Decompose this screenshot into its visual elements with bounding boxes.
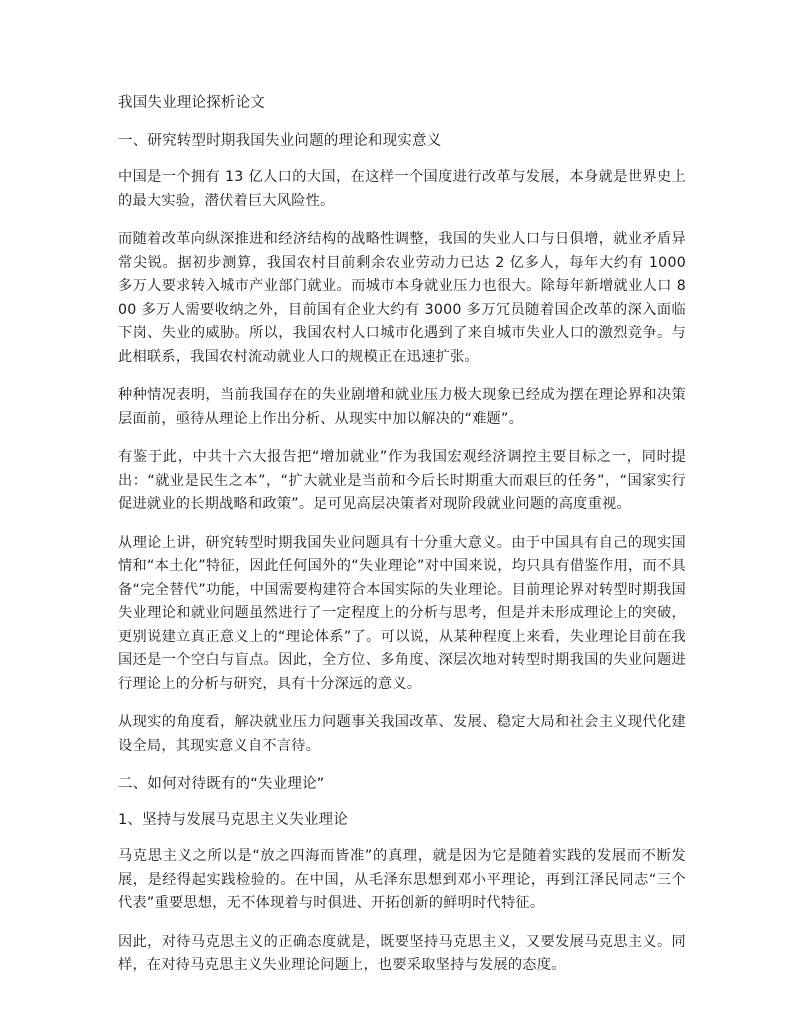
paragraph: 有鉴于此，中共十六大报告把“增加就业”作为我国宏观经济调控主要目标之一，同时提出：“就业是民生之本”，“扩大就业是当前和今后长时期重大而艰巨的任务”，“国家实行促进就业的长期战略和政策”。足可见高层决策者对现阶段就业问题的高度重视。 — [118, 449, 686, 512]
paragraph: 从理论上讲，研究转型时期我国失业问题具有十分重大意义。由于中国具有自己的现实国情和“本土化”特征，因此任何国外的“失业理论”对中国来说，均只具有借鉴作用，而不具备“完全替代”功能，中国需要构建符合本国实际的失业理论。目前理论界对转型时期我国失业理论和就业问题虽然进行了一定程度上的分析与思考，但是并未形成理论上的突破，更别说建立真正意义上的“理论体系”了。可以说，从某种程度上来看，失业理论目前在我国还是一个空白与盲点。因此，全方位、多角度、深层次地对转型时期我国的失业问题进行理论上的分析与研究，具有十分深远的意义。 — [118, 534, 686, 692]
section-heading-2: 二、如何对待既有的“失业理论” — [118, 776, 325, 792]
paragraph: 马克思主义之所以是“放之四海而皆准”的真理，就是因为它是随着实践的发展而不断发展，是经得起实践检验的。在中国，从毛泽东思想到邓小平理论，再到江泽民同志“三个代表”重要思想，无不体现着与时俱进、开拓创新的鲜明时代特征。 — [118, 848, 686, 911]
document-page — [118, 92, 686, 993]
paragraph: 而随着改革向纵深推进和经济结构的战略性调整，我国的失业人口与日俱增，就业矛盾异常尖锐。据初步测算，我国农村目前剩余农业劳动力已达 2 亿多人，每年大约有 1000 多万人要求转入城市产业部门就业。而城市本身就业压力也很大。除每年新增就业人口 800 多万人需要收纳之外，目前国有企业大约有 3000 多万冗员随着国企改革的深入面临下岗、失业的威胁。所以，我国农村人口城市化遇到了来自城市失业人口的激烈竞争。与此相联系，我国农村流动就业人口的规模正在迅速扩张。 — [118, 231, 686, 365]
subsection-heading-1: 1、坚持与发展马克思主义失业理论 — [118, 812, 348, 828]
document-title: 我国失业理论探析论文 — [118, 95, 265, 111]
paragraph: 从现实的角度看，解决就业压力问题事关我国改革、发展、稳定大局和社会主义现代化建设全局，其现实意义自不言待。 — [118, 714, 686, 754]
section-heading-1: 一、研究转型时期我国失业问题的理论和现实意义 — [118, 133, 442, 149]
paragraph: 种种情况表明，当前我国存在的失业剧增和就业压力极大现象已经成为摆在理论界和决策层面前，亟待从理论上作出分析、从现实中加以解决的“难题”。 — [118, 387, 686, 427]
paragraph: 中国是一个拥有 13 亿人口的大国，在这样一个国度进行改革与发展，本身就是世界史上的最大实验，潜伏着巨大风险性。 — [118, 169, 686, 209]
paragraph: 因此，对待马克思主义的正确态度就是，既要坚持马克思主义，又要发展马克思主义。同样，在对待马克思主义失业理论问题上，也要采取坚持与发展的态度。 — [118, 933, 686, 973]
